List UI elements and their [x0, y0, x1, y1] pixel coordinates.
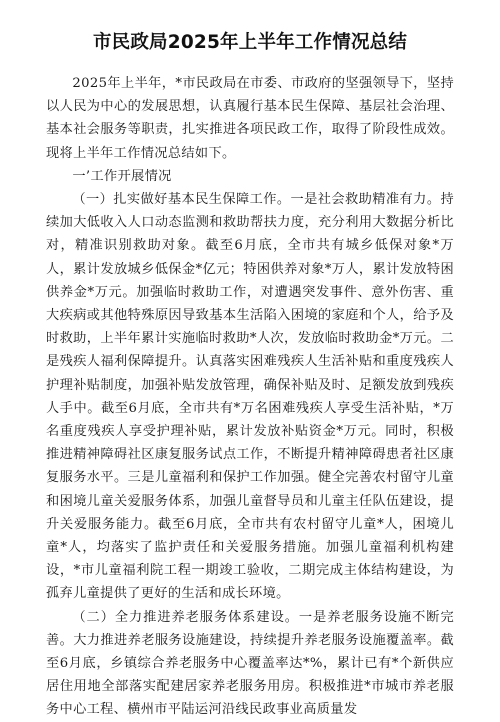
document-title: 市民政局2025年上半年工作情况总结: [92, 32, 408, 53]
subsection-paragraph-2: （二）全力推进养老服务体系建设。一是养老服务设施不断完善。大力推进养老服务设施建设，持续提升养老服务设施覆盖率。截至6月底，乡镇综合养老服务中心覆盖率达*%，累计已有*个新供应居住用地全部落实配建居家养老服务用房。积极推进*市城市养老服务中心工程、横州市平陆运河沿线民政事业高质量发: [46, 609, 454, 718]
subsection-paragraph-1: （一）扎实做好基本民生保障工作。一是社会救助精准有力。持续加大低收入人口动态监测和救助帮扶力度，充分利用大数据分析比对，精准识别救助对象。截至6月底，全市共有城乡低保对象*万人，累计发放城乡低保金*亿元；特困供养对象*万人，累计发放特困供养金*万元。加强临时救助工作，对遭遇突发事件、意外伤害、重大疾病或其他特殊原因导致基本生活陷入困境的家庭和个人，给予及时救助，上半年累计实施临时救助*人次，发放临时救助金*万元。二是残疾人福利保障提升。认真落实困难残疾人生活补贴和重度残疾人护理补贴制度，加强补贴发放管理，确保补贴及时、足额发放到残疾人手中。截至6月底，全市共有*万名困难残疾人享受生活补贴，*万名重度残疾人享受护理补贴，累计发放补贴资金*万元。同时，积极推进精神障碍社区康复服务试点工作，不断提升精神障碍患者社区康复服务水平。三是儿童福利和保护工作加强。健全完善农村留守儿童和困境儿童关爱服务体系，加强儿童督导员和儿童主任队伍建设，提升关爱服务能力。截至6月底，全市共有农村留守儿童*人，困境儿童*人，均落实了监护责任和关爱服务措施。加强儿童福利机构建设，*市儿童福利院工程一期竣工验收，二期完成主体结构建设，为孤弃儿童提供了更好的生活和成长环境。: [46, 192, 454, 602]
intro-paragraph: 2025年上半年，*市民政局在市委、市政府的坚强领导下，坚持以人民为中心的发展思想，认真履行基本民生保障、基层社会治理、基本社会服务等职责，扎实推进各项民政工作，取得了阶段性成效。现将上半年工作情况总结如下。: [46, 76, 454, 161]
section-heading: 一’工作开展情况: [72, 168, 172, 184]
